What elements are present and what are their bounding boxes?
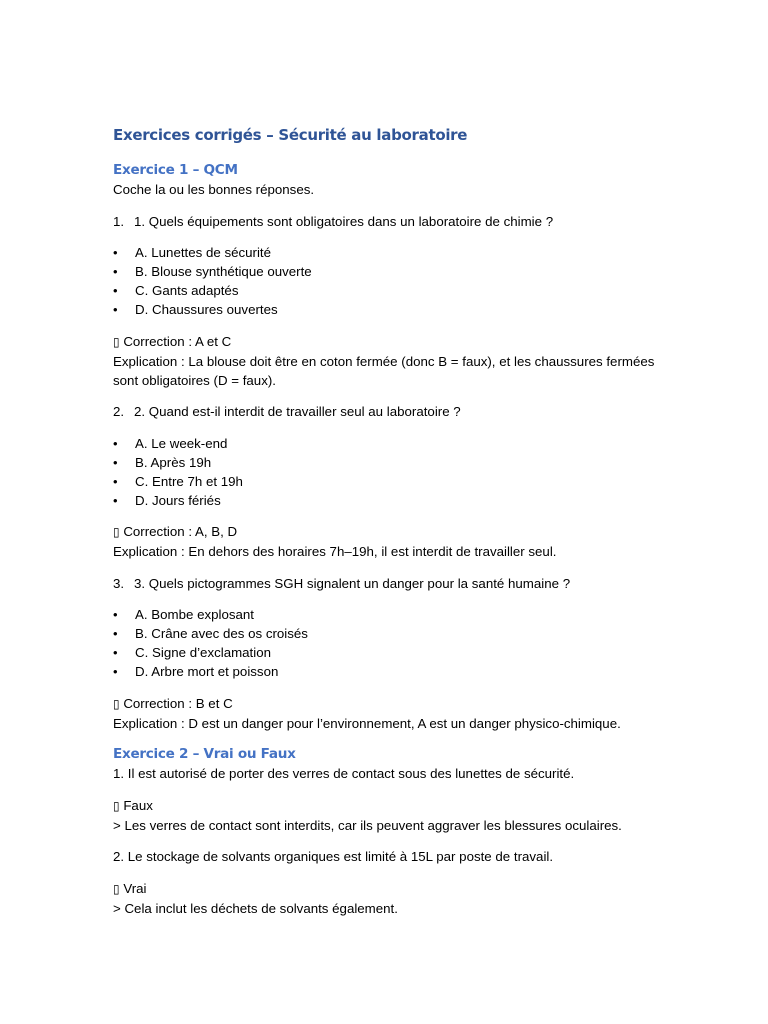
bullet-icon: • bbox=[113, 302, 118, 317]
question-number: 3. bbox=[113, 575, 125, 591]
list-item: • A. Bombe explosant bbox=[113, 607, 255, 622]
statement-2: 2. Le stockage de solvants organiques est limité à 15L par poste de travail. bbox=[113, 849, 554, 864]
list-item: • A. Le week-end bbox=[113, 435, 228, 451]
document-page bbox=[113, 125, 673, 918]
list-item: • D. Arbre mort et poisson bbox=[113, 664, 279, 679]
question-2 bbox=[113, 402, 673, 421]
missing-glyph-icon: ▯ bbox=[113, 798, 120, 813]
question-2-options bbox=[113, 434, 673, 510]
bullet-icon: • bbox=[113, 245, 118, 260]
bullet-icon: • bbox=[113, 454, 118, 470]
bullet-icon: • bbox=[113, 492, 118, 508]
list-item: • D. Jours fériés bbox=[113, 492, 221, 508]
missing-glyph-icon: ▯ bbox=[113, 525, 120, 539]
list-item: • B. Crâne avec des os croisés bbox=[113, 626, 308, 641]
list-item: • C. Entre 7h et 19h bbox=[113, 473, 243, 489]
answer-1: ▯ Faux bbox=[113, 797, 153, 813]
bullet-icon: • bbox=[113, 664, 118, 679]
bullet-icon: • bbox=[113, 283, 118, 298]
correction-2: ▯ Correction : A, B, D bbox=[113, 524, 238, 539]
bullet-icon: • bbox=[113, 645, 118, 660]
bullet-icon: • bbox=[113, 626, 118, 641]
missing-glyph-icon: ▯ bbox=[113, 334, 120, 349]
list-item: • B. Blouse synthétique ouverte bbox=[113, 264, 312, 279]
question-text: 1. Quels équipements sont obligatoires dans un laboratoire de chimie ? bbox=[134, 213, 554, 229]
answer-1-explanation: > Les verres de contact sont interdits, car ils peuvent aggraver les blessures oculaires. bbox=[113, 817, 622, 833]
question-3 bbox=[113, 574, 673, 593]
explication-1: Explication : La blouse doit être en coton fermée (donc B = faux), et les chaussures fermées sont obligatoires (D = faux). bbox=[113, 353, 655, 388]
exercise-2-heading: Exercice 2 – Vrai ou Faux bbox=[113, 746, 296, 762]
bullet-icon: • bbox=[113, 607, 118, 622]
correction-1: ▯ Correction : A et C bbox=[113, 333, 232, 349]
bullet-icon: • bbox=[113, 435, 118, 451]
statement-1: 1. Il est autorisé de porter des verres de contact sous des lunettes de sécurité. bbox=[113, 766, 575, 781]
document-title: Exercices corrigés – Sécurité au laboratoire bbox=[113, 126, 468, 144]
correction-3: ▯ Correction : B et C bbox=[113, 695, 233, 711]
list-item: • C. Signe d’exclamation bbox=[113, 645, 271, 660]
answer-2: ▯ Vrai bbox=[113, 880, 147, 896]
question-1 bbox=[113, 212, 673, 231]
question-1-options bbox=[113, 243, 673, 319]
exercise-1-heading: Exercice 1 – QCM bbox=[113, 162, 238, 178]
bullet-icon: • bbox=[113, 473, 118, 489]
question-text: 2. Quand est-il interdit de travailler seul au laboratoire ? bbox=[134, 404, 461, 419]
question-number: 1. bbox=[113, 213, 125, 229]
list-item: • B. Après 19h bbox=[113, 454, 212, 470]
explication-2: Explication : En dehors des horaires 7h–19h, il est interdit de travailler seul. bbox=[113, 544, 557, 559]
question-number: 2. bbox=[113, 404, 125, 419]
question-text: 3. Quels pictogrammes SGH signalent un danger pour la santé humaine ? bbox=[134, 575, 571, 591]
explication-3: Explication : D est un danger pour l’environnement, A est un danger physico-chimique. bbox=[113, 715, 621, 731]
exercise-1-instruction: Coche la ou les bonnes réponses. bbox=[113, 182, 315, 197]
list-item: • A. Lunettes de sécurité bbox=[113, 245, 272, 260]
missing-glyph-icon: ▯ bbox=[113, 881, 120, 896]
list-item: • D. Chaussures ouvertes bbox=[113, 302, 278, 317]
missing-glyph-icon: ▯ bbox=[113, 696, 120, 711]
list-item: • C. Gants adaptés bbox=[113, 283, 239, 298]
bullet-icon: • bbox=[113, 264, 118, 279]
answer-2-explanation: > Cela inclut les déchets de solvants également. bbox=[113, 900, 398, 916]
question-3-options bbox=[113, 605, 673, 681]
